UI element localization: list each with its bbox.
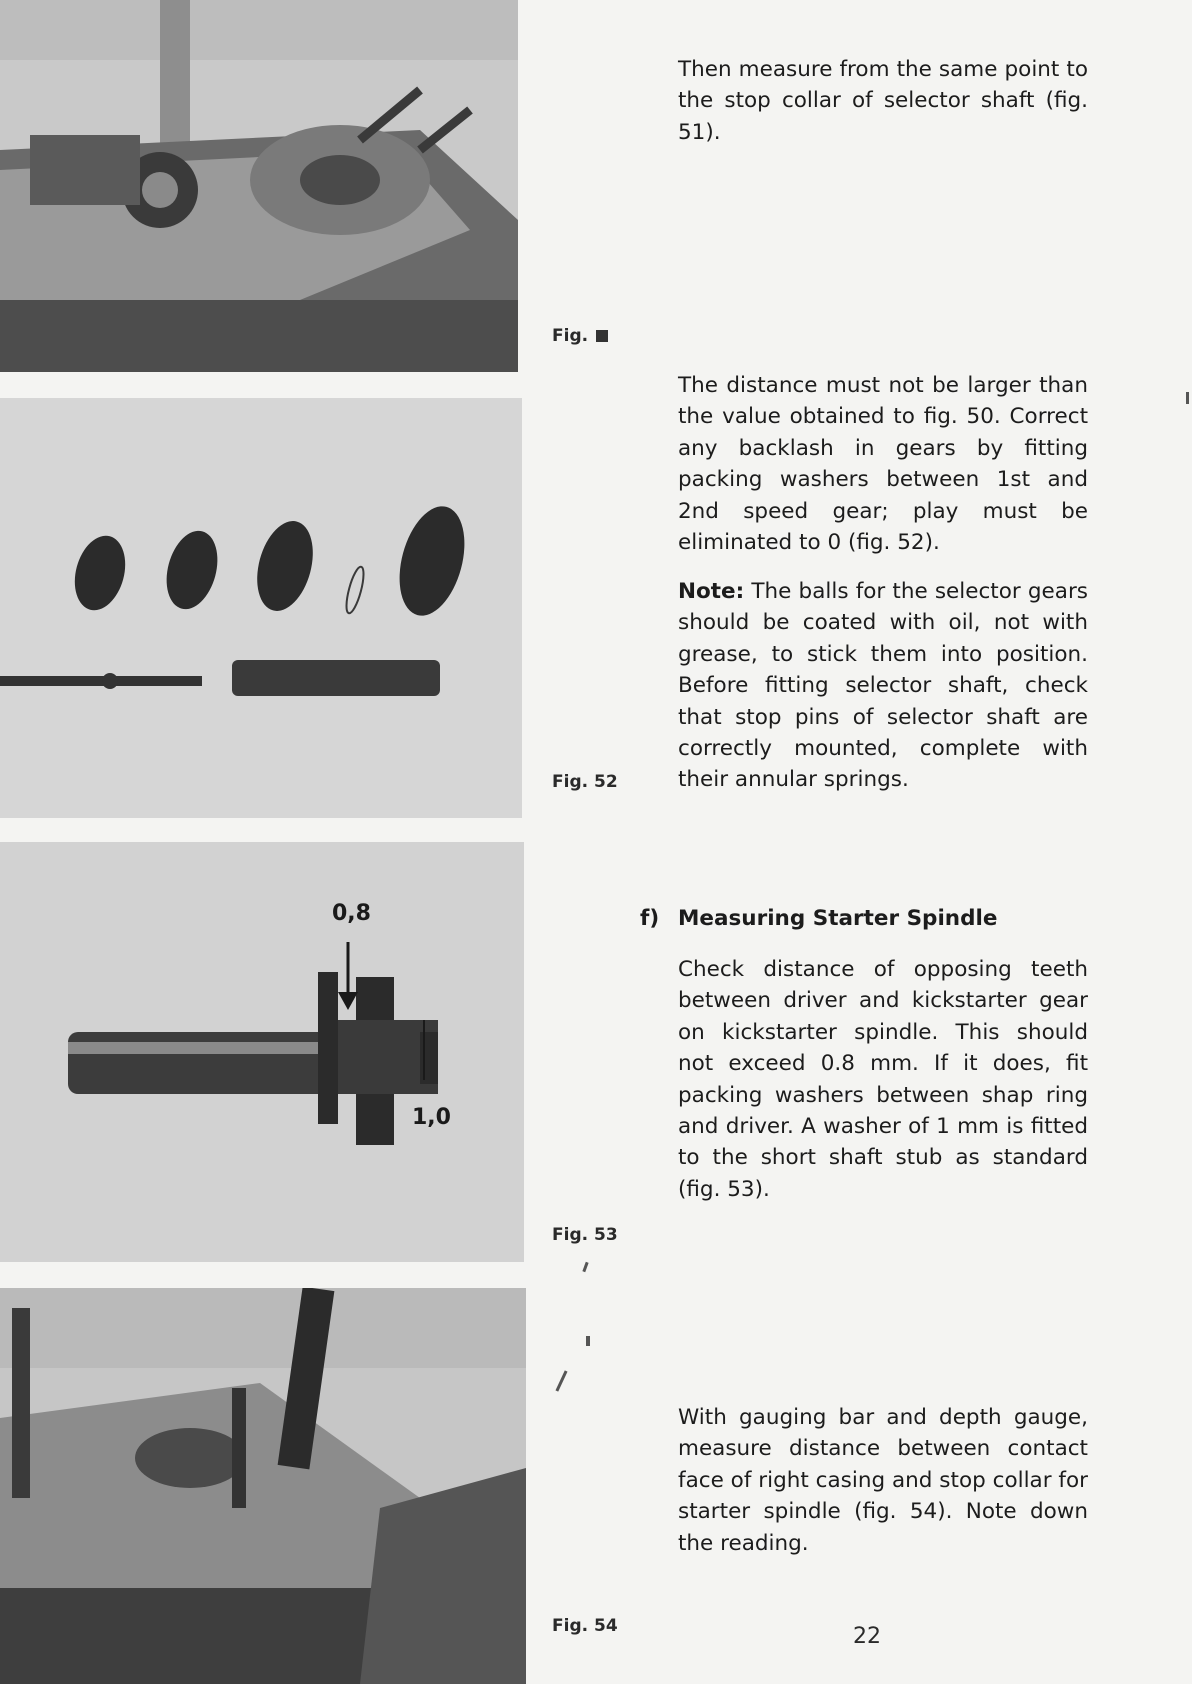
fig52-label: Fig. 52 bbox=[552, 772, 618, 792]
scan-speck bbox=[555, 1370, 567, 1391]
fig53-label: Fig. 53 bbox=[552, 1225, 618, 1245]
fig54-label: Fig. 54 bbox=[552, 1616, 618, 1636]
scan-speck bbox=[586, 1336, 590, 1346]
paragraph-kickstarter: Check distance of opposing teeth between driver and kickstarter gear on kickstarter spindle. This should not exceed 0.8 mm. If it does, fit packing washers between shap ring and driver. A washer of 1 mm is fitted to the short shaft stub as standard (fig. 53). bbox=[678, 957, 1088, 1202]
figure-number-blot bbox=[596, 330, 608, 342]
fig51-photo bbox=[0, 0, 518, 372]
callout-1-0: 1,0 bbox=[412, 1105, 451, 1130]
fig51-label: Fig. bbox=[552, 326, 608, 346]
section-heading bbox=[640, 906, 1100, 931]
scan-speck bbox=[582, 1262, 588, 1272]
note-paragraph bbox=[678, 576, 1088, 796]
scan-speck bbox=[1186, 392, 1189, 404]
note-body: The balls for the selector gears should be coated with oil, not with grease, to stick them into position. Before fitting selector shaft, check that stop pins of selector shaft are correctly mounted, complete with their annular springs. bbox=[678, 579, 1088, 793]
callout-0-8: 0,8 bbox=[332, 901, 371, 926]
section-letter: f) bbox=[640, 906, 660, 931]
page-number: 22 bbox=[853, 1624, 881, 1649]
paragraph-depth-gauge: With gauging bar and depth gauge, measure distance between contact face of right casing and stop collar for starter spindle (fig. 54). Note down the reading. bbox=[678, 1405, 1088, 1556]
note-label: Note: bbox=[678, 579, 745, 604]
fig54-photo bbox=[0, 1288, 526, 1684]
section-title: Measuring Starter Spindle bbox=[678, 906, 998, 931]
paragraph-selector-shaft: Then measure from the same point to the stop collar of selector shaft (fig. 51). bbox=[678, 57, 1088, 145]
fig53-photo bbox=[0, 842, 524, 1262]
paragraph-distance-check: The distance must not be larger than the value obtained to fig. 50. Correct any backlash in gears by fitting packing washers between 1st and 2nd speed gear; play must be eliminated to 0 (fig. 52). bbox=[678, 373, 1088, 556]
fig52-photo bbox=[0, 398, 522, 818]
